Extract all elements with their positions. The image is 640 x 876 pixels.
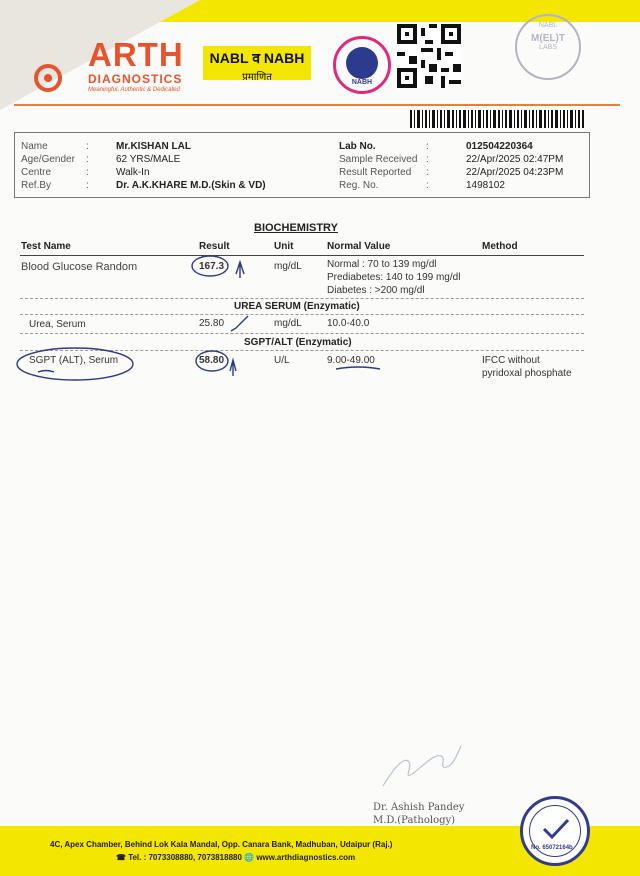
patient-name: Mr.KISHAN LAL (116, 141, 191, 152)
column-unit: Unit (274, 241, 294, 252)
header-divider (14, 104, 620, 106)
reported-label: Result Reported (339, 167, 412, 178)
sgpt-test-name: SGPT (ALT), Serum (29, 355, 119, 366)
referring-doctor: Dr. A.K.KHARE M.D.(Skin & VD) (116, 180, 266, 191)
seal-top-text: NABL (538, 22, 558, 29)
reported-colon: : (426, 167, 429, 178)
age-label: Age/Gender (21, 154, 75, 165)
quality-registration-stamp (520, 796, 590, 866)
glucose-result: 167.3 (199, 261, 225, 272)
age-colon: : (86, 154, 89, 165)
sgpt-normal-underline (336, 367, 380, 369)
lab-number: 012504220364 (466, 141, 533, 152)
qr-code-icon (397, 24, 461, 88)
column-method: Method (482, 241, 518, 252)
urea-test-name: Urea, Serum (29, 319, 86, 330)
logo-tagline: Meaningful, Authentic & Dedicated (88, 87, 180, 93)
sample-received: 22/Apr/2025 02:47PM (466, 154, 564, 165)
column-test-name: Test Name (21, 241, 71, 252)
glucose-normal-line-1: Normal : 70 to 139 mg/dl (327, 259, 437, 270)
column-normal-value: Normal Value (327, 241, 391, 252)
row-divider (20, 333, 584, 334)
nabh-emblem-icon (346, 47, 378, 79)
nabl-accreditation-badge (203, 46, 311, 83)
nabl-seal (515, 14, 581, 80)
glucose-unit: mg/dL (274, 261, 302, 272)
glucose-normal-line-2: Prediabetes: 140 to 199 mg/dl (327, 272, 461, 283)
row-divider (20, 298, 584, 299)
seal-middle-text: M(EL)T (531, 33, 565, 44)
logo-word: ARTH (88, 36, 184, 73)
doctor-name: Dr. Ashish Pandey (373, 802, 465, 813)
centre-colon: : (86, 167, 89, 178)
footer-address: 4C, Apex Chamber, Behind Lok Kala Mandal, Opp. Canara Bank, Madhuban, Udaipur (Raj.) (50, 840, 393, 849)
glucose-up-arrow-icon (236, 262, 244, 278)
arth-logo (34, 38, 184, 96)
footer-contact: ☎ Tel. : 7073308880, 7073818880 🌐 www.arthdiagnostics.com (116, 853, 356, 862)
sgpt-method-line-1: IFCC without (482, 355, 540, 366)
lab-label: Lab No. (339, 141, 376, 152)
sgpt-section-head: SGPT/ALT (Enzymatic) (244, 337, 352, 348)
received-colon: : (426, 154, 429, 165)
lab-colon: : (426, 141, 429, 152)
row-divider (20, 350, 584, 351)
patient-age: 62 YRS/MALE (116, 154, 181, 165)
nabl-subtitle: प्रमाणित (242, 72, 272, 83)
table-header-rule (20, 255, 584, 256)
urea-check-mark-icon (231, 316, 248, 331)
sgpt-method-line-2: pyridoxal phosphate (482, 368, 572, 379)
stamp-check-icon (541, 817, 571, 841)
result-reported: 22/Apr/2025 04:23PM (466, 167, 564, 178)
patient-centre: Walk-In (116, 167, 150, 178)
urea-result: 25.80 (199, 318, 225, 329)
name-colon: : (86, 141, 89, 152)
stamp-number: No. 65072164b (531, 845, 573, 851)
barcode-icon (410, 110, 584, 128)
ref-label: Ref.By (21, 180, 52, 191)
column-result: Result (199, 241, 230, 252)
seal-lower-text: LABS (539, 44, 557, 51)
ref-colon: : (86, 180, 89, 191)
reg-colon: : (426, 180, 429, 191)
urea-unit: mg/dL (274, 318, 302, 329)
glucose-normal-line-3: Diabetes : >200 mg/dl (327, 285, 425, 296)
nabl-title: NABL व NABH (209, 50, 305, 66)
reg-label: Reg. No. (339, 180, 379, 191)
doctor-signature-icon (375, 736, 465, 796)
sgpt-up-arrow-icon (230, 360, 236, 376)
doctor-degree: M.D.(Pathology) (373, 815, 456, 826)
received-label: Sample Received (339, 154, 418, 165)
registration-number: 1498102 (466, 180, 505, 191)
urea-section-head: UREA SERUM (Enzymatic) (234, 301, 360, 312)
sgpt-normal-value: 9.00-49.00 (327, 355, 375, 366)
row-divider (20, 314, 584, 315)
urea-normal-value: 10.0-40.0 (327, 318, 370, 329)
logo-subtitle: DIAGNOSTICS (88, 72, 183, 86)
target-logo-icon (34, 64, 62, 92)
sgpt-result: 58.80 (199, 355, 225, 366)
glucose-test-name: Blood Glucose Random (21, 261, 138, 273)
sgpt-unit: U/L (274, 355, 290, 366)
sgpt-underline (38, 371, 54, 373)
nabh-label: NABH (351, 79, 373, 86)
centre-label: Centre (21, 167, 52, 178)
section-title: BIOCHEMISTRY (254, 222, 338, 234)
nabh-logo (333, 36, 391, 94)
name-label: Name (21, 141, 48, 152)
